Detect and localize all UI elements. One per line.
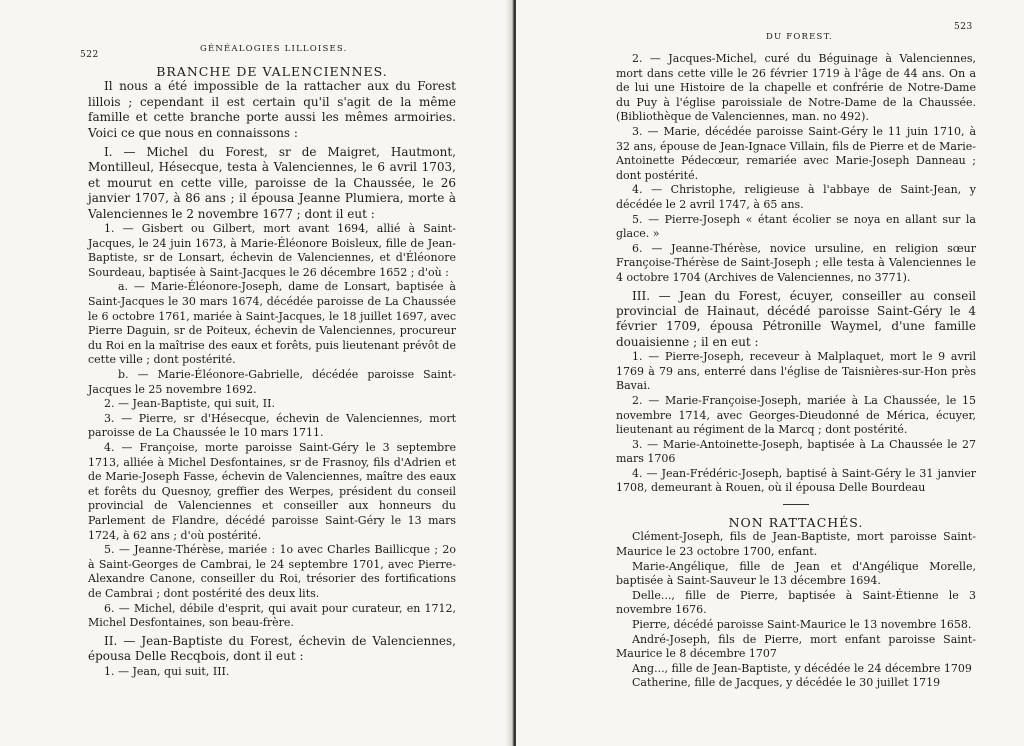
section-divider (783, 504, 809, 505)
child-3-pierre: 3. — Pierre, sr d'Hésecque, échevin de Valenciennes, mort paroisse de La Chaussée le 10 mars 1711. (88, 411, 456, 440)
intro-paragraph: Il nous a été impossible de la rattacher aux du Forest lillois ; cependant il est certain qu'il s'agit de la même famille et cette branche porte aussi les mêmes armoiries. Voici ce que nous en connaissons : (88, 79, 456, 140)
child-4-christophe: 4. — Christophe, religieuse à l'abbaye de Saint-Jean, y décédée le 2 avril 1747, à 65 ans. (616, 183, 976, 211)
son-3-marie-antoinette: 3. — Marie-Antoinette-Joseph, baptisée à La Chaussée le 27 mars 1706 (616, 437, 976, 466)
section-title-valenciennes: BRANCHE DE VALENCIENNES. (156, 64, 388, 79)
unattached-delle: Delle..., fille de Pierre, baptisée à Saint-Étienne le 3 novembre 1676. (616, 588, 976, 617)
grandchild-b: b. — Marie-Éléonore-Gabrielle, décédée paroisse Saint-Jacques le 25 novembre 1692. (88, 368, 456, 396)
son-1-pierre-joseph: 1. — Pierre-Joseph, receveur à Malplaquet, mort le 9 avril 1769 à 79 ans, enterré dans l'église de Taisnières-sur-Hon près Bavai. (616, 350, 976, 393)
right-running-head: DU FOREST. (766, 32, 834, 42)
section-title-non-rattaches: NON RATTACHÉS. (728, 515, 864, 531)
unattached-clement-joseph: Clément-Joseph, fils de Jean-Baptiste, mort paroisse Saint-Maurice le 23 octobre 1700, enfant. (616, 530, 976, 559)
entry-II: II. — Jean-Baptiste du Forest, échevin de Valenciennes, épousa Delle Recqbois, dont il eut : (88, 633, 456, 664)
unattached-catherine: Catherine, fille de Jacques, y décédée le 30 juillet 1719 (632, 676, 941, 690)
child-4-francoise: 4. — Françoise, morte paroisse Saint-Géry le 3 septembre 1713, alliée à Michel Desfontaines, sr de Frasnoy, fils d'Adrien et de Marie-Joseph Fasse, échevin de Valenciennes, maître des eaux et forêts du Quesnoy, greffier des Werpes, président du conseil provincial de Valenciennes et conseiller aux honneurs du Parlement de Flandre, décédé paroisse Saint-Géry le 13 mars 1724, à 62 ans ; d'où postérité. (88, 440, 456, 542)
child-1-gisbert: 1. — Gisbert ou Gilbert, mort avant 1694, allié à Saint-Jacques, le 24 juin 1673, à Marie-Éléonore Boisleux, fille de Jean-Baptiste, sr de Lonsart, échevin de Valenciennes, et d'Éléonore Sourdeau, baptisée à Saint-Jacques le 26 décembre 1652 ; d'où : (88, 222, 456, 279)
child-6-michel: 6. — Michel, débile d'esprit, qui avait pour curateur, en 1712, Michel Desfontaines, son beau-frère. (88, 601, 456, 630)
child-3-marie: 3. — Marie, décédée paroisse Saint-Géry le 11 juin 1710, à 32 ans, épouse de Jean-Ignace Villain, fils de Pierre et de Marie-Antoinette Pédecœur, remariée avec Marie-Joseph Danneau ; dont postérité. (616, 124, 976, 182)
child-2-jean-baptiste: 2. — Jean-Baptiste, qui suit, II. (104, 397, 275, 411)
entry-III: III. — Jean du Forest, écuyer, conseiller au conseil provincial de Hainaut, décédé paroisse Saint-Géry le 4 février 1709, épousa Pétronille Waymel, d'une famille douaisienne ; il en eut : (616, 288, 976, 349)
child-6-jeanne-therese: 6. — Jeanne-Thérèse, novice ursuline, en religion sœur Françoise-Thérèse de Saint-Joseph ; elle testa à Valenciennes le 4 octobre 1704 (Archives de Valenciennes, no 3771). (616, 241, 976, 284)
right-text-block (616, 52, 976, 691)
son-4-jean-frederic: 4. — Jean-Frédéric-Joseph, baptisé à Saint-Géry le 31 janvier 1708, demeurant à Rouen, où il épousa Delle Bourdeau (616, 466, 976, 495)
son-2-marie-francoise: 2. — Marie-Françoise-Joseph, mariée à La Chaussée, le 15 novembre 1714, avec Georges-Dieudonné de Mérica, écuyer, lieutenant au régiment de la Marcq ; dont postérité. (616, 393, 976, 437)
entry-I: I. — Michel du Forest, sr de Maigret, Hautmont, Montilleul, Hésecque, testa à Valenciennes, le 6 avril 1703, et mourut en cette ville, paroisse de la Chaussée, le 26 janvier 1707, à 86 ans ; il épousa Jeanne Plumiera, morte à Valenciennes le 2 novembre 1677 ; dont il eut : (88, 145, 456, 221)
child-5-pierre-joseph: 5. — Pierre-Joseph « étant écolier se noya en allant sur la glace. » (616, 212, 976, 241)
right-page-number: 523 (954, 22, 973, 32)
child-5-jeanne-therese: 5. — Jeanne-Thérèse, mariée : 1o avec Charles Baillicque ; 2o à Saint-Georges de Cambrai, le 24 septembre 1701, avec Pierre-Alexandre Canone, conseiller du Roi, trésorier des fortifications de Cambrai ; dont postérité des deux lits. (88, 543, 456, 600)
left-text-block (88, 64, 456, 679)
left-page-number: 522 (80, 50, 99, 60)
right-page (516, 0, 1024, 746)
grandchild-a: a. — Marie-Éléonore-Joseph, dame de Lonsart, baptisée à Saint-Jacques le 30 mars 1674, décédée paroisse de La Chaussée le 6 octobre 1761, mariée à Saint-Jacques, le 18 juillet 1697, avec Pierre Daguin, sr de Poiteux, échevin de Valenciennes, procureur du Roi en la maîtrise des eaux et forêts, puis lieutenant prévôt de cette ville ; dont postérité. (88, 280, 456, 367)
left-running-head: GÉNÉALOGIES LILLOISES. (200, 44, 348, 54)
unattached-marie-angelique: Marie-Angélique, fille de Jean et d'Angélique Morelle, baptisée à Saint-Sauveur le 13 décembre 1694. (616, 559, 976, 588)
unattached-andre-joseph: André-Joseph, fils de Pierre, mort enfant paroisse Saint-Maurice le 8 décembre 1707 (616, 632, 976, 661)
child-2-jacques-michel: 2. — Jacques-Michel, curé du Béguinage à Valenciennes, mort dans cette ville le 26 février 1719 à l'âge de 44 ans. On a de lui une Histoire de la chapelle et confrérie de Notre-Dame du Puy à l'église paroissiale de Notre-Dame de la Chaussée. (Bibliothèque de Valenciennes, man. no 492). (616, 52, 976, 124)
child-jean: 1. — Jean, qui suit, III. (104, 664, 230, 678)
unattached-ang: Ang..., fille de Jean-Baptiste, y décédée le 24 décembre 1709 (632, 661, 972, 675)
unattached-pierre: Pierre, décédé paroisse Saint-Maurice le 13 novembre 1658. (632, 618, 972, 632)
